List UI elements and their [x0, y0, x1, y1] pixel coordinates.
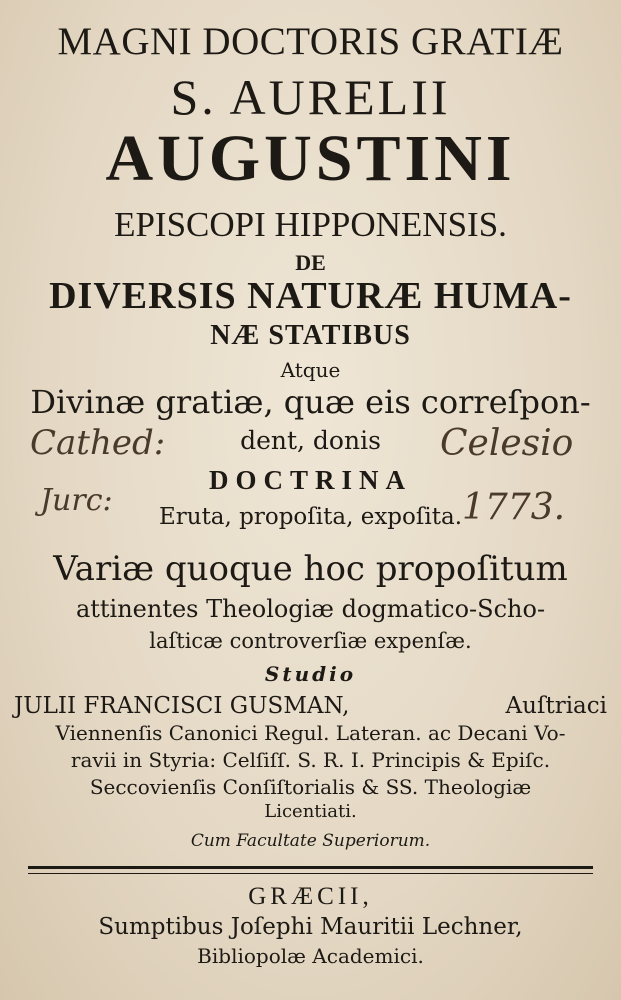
- facultate-line: Cum Facultate Superiorum.: [190, 831, 431, 851]
- title-line-10: dent, donis: [240, 426, 381, 455]
- title-line-2: S. AURELII: [170, 69, 451, 125]
- author-name: JULII FRANCISCI GUSMAN,: [14, 693, 350, 719]
- author-origin: Auſtriaci: [505, 693, 607, 719]
- title-line-9: Divinæ gratiæ, quæ eis correſpon-: [30, 383, 591, 421]
- author-line-5: Licentiati.: [264, 801, 357, 822]
- imprint-city: GRÆCII,: [248, 883, 373, 910]
- title-line-15: laſticæ controverſiæ expenſæ.: [149, 629, 472, 653]
- author-name-line: [14, 695, 607, 718]
- author-line-3: ravii in Styria: Celſiſſ. S. R. I. Principis & Epiſc.: [70, 748, 551, 772]
- imprint-line-3: Bibliopolæ Academici.: [197, 944, 424, 968]
- title-line-13: Variæ quoque hoc propoſitum: [53, 549, 568, 589]
- title-line-4: EPISCOPI HIPPONENSIS.: [114, 205, 507, 244]
- handwritten-note-right-bottom: 1773.: [462, 487, 566, 528]
- title-line-3: AUGUSTINI: [105, 122, 516, 195]
- title-line-5: DE: [295, 250, 326, 275]
- title-line-1: MAGNI DOCTORIS GRATIÆ: [57, 20, 564, 63]
- title-line-14: attinentes Theologiæ dogmatico-Scho-: [75, 595, 546, 623]
- title-line-11: DOCTRINA: [208, 465, 412, 495]
- author-studio: Studio: [264, 662, 357, 686]
- divider-rule-thick: [28, 866, 593, 869]
- handwritten-note-right-top: Celesio: [440, 423, 574, 464]
- title-line-8: Atque: [280, 358, 341, 382]
- title-line-7: NÆ STATIBUS: [210, 320, 411, 351]
- handwritten-note-left-bottom: Jurc:: [40, 483, 113, 518]
- divider-rule-thin: [28, 873, 593, 874]
- imprint-line-2: Sumptibus Joſephi Mauritii Lechner,: [98, 914, 523, 940]
- title-line-6: DIVERSIS NATURÆ HUMA-: [49, 275, 572, 317]
- title-line-12: Eruta, propoſita, expoſita.: [158, 504, 463, 530]
- handwritten-note-left-top: Cathed:: [30, 423, 166, 463]
- author-line-2: Viennenſis Canonici Regul. Lateran. ac Decani Vo-: [55, 721, 566, 745]
- author-line-4: Seccovienſis Conſiſtorialis & SS. Theologiæ: [89, 775, 532, 799]
